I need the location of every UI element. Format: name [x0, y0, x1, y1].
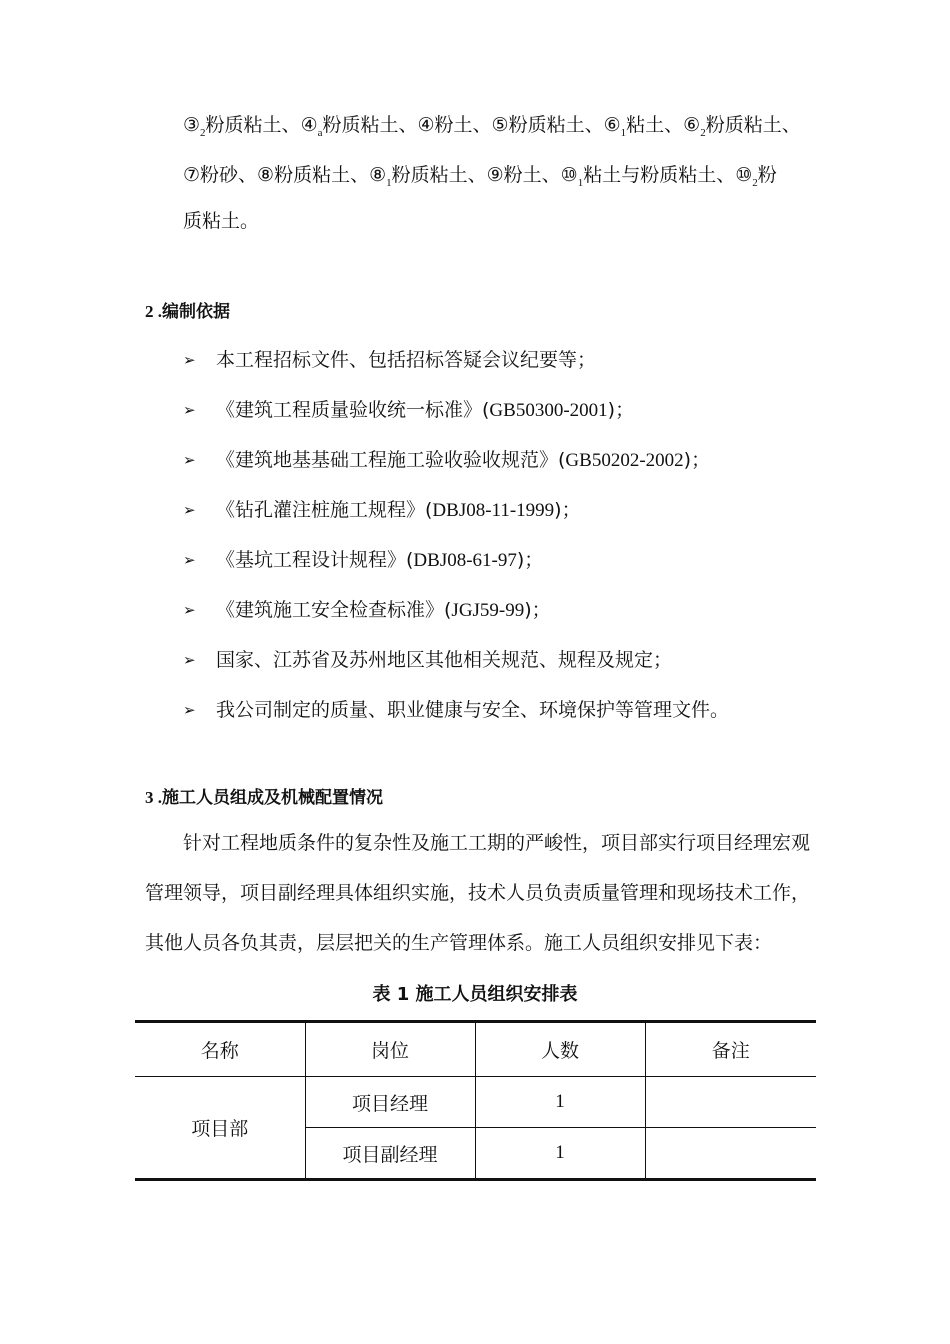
- paragraph-line: 管理领导，项目副经理具体组织实施，技术人员负责质量管理和现场技术工作，: [145, 882, 811, 904]
- paragraph-line: 其他人员各负其责，层层把关的生产管理体系。施工人员组织安排见下表：: [145, 932, 773, 954]
- soil-line-1: $③_2$粉质粘土、$④_a$粉质粘土、④粉土、⑤粉质粘土、$⑥_1$粘土、$⑥_2$粉质粘土、: [183, 114, 801, 139]
- table-caption: 表 1 施工人员组织安排表: [372, 984, 578, 1005]
- staff-table: [135, 1020, 816, 1181]
- arrow-bullet-icon: ➢: [183, 351, 196, 369]
- note-cell: [645, 1077, 816, 1128]
- header-cell: 人数: [475, 1022, 645, 1077]
- arrow-bullet-icon: ➢: [183, 451, 196, 469]
- section-3-heading: 3 .施工人员组成及机械配置情况: [145, 788, 383, 808]
- arrow-bullet-icon: ➢: [183, 701, 196, 719]
- group-cell: 项目部: [135, 1077, 305, 1180]
- arrow-bullet-icon: ➢: [183, 651, 196, 669]
- soil-line-2: ⑦粉砂、⑧粉质粘土、$⑧_1$粉质粘土、⑨粉土、$⑩_1$粘土与粉质粘土、$⑩_2$粉: [183, 164, 777, 189]
- count-cell: 1: [475, 1128, 645, 1180]
- post-cell: 项目副经理: [305, 1128, 475, 1180]
- arrow-bullet-icon: ➢: [183, 401, 196, 419]
- header-cell: 备注: [645, 1022, 816, 1077]
- note-cell: [645, 1128, 816, 1180]
- table-header-row: [135, 1022, 816, 1077]
- arrow-bullet-icon: ➢: [183, 501, 196, 519]
- section-2-heading: 2 .编制依据: [145, 302, 230, 322]
- table-row: [135, 1077, 816, 1128]
- soil-line-3: 质粘土。: [183, 210, 260, 232]
- header-cell: 名称: [135, 1022, 305, 1077]
- arrow-bullet-icon: ➢: [183, 551, 196, 569]
- arrow-bullet-icon: ➢: [183, 601, 196, 619]
- count-cell: 1: [475, 1077, 645, 1128]
- header-cell: 岗位: [305, 1022, 475, 1077]
- paragraph-line: 针对工程地质条件的复杂性及施工工期的严峻性，项目部实行项目经理宏观: [183, 832, 811, 854]
- post-cell: 项目经理: [305, 1077, 475, 1128]
